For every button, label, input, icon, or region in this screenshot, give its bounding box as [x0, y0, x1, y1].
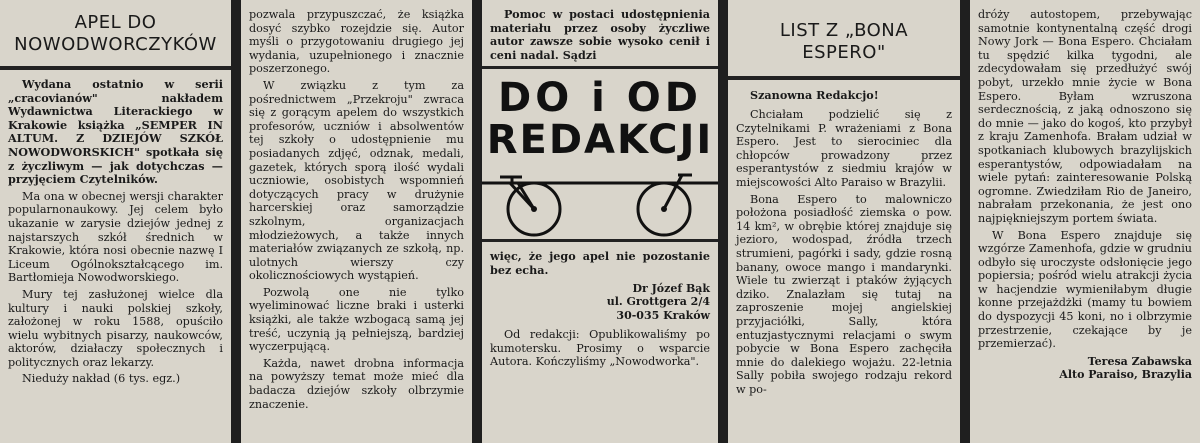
column-apel-continued — [241, 0, 472, 443]
paragraph: więc, że jego apel nie pozostanie bez echa. — [490, 249, 710, 277]
section-banner — [482, 66, 718, 242]
paragraph: Nieduży nakład (6 tys. egz.) — [22, 372, 181, 386]
paragraph: Od redakcji: Opublikowaliśmy po kumotersku. Prosimy o wsparcie Autora. Kończyliśmy „Nowodworka". — [490, 328, 710, 369]
column-list-z-bona-espero — [728, 0, 960, 443]
paragraph: dróży autostopem, przebywając samotnie kontynentalną część drogi Nowy Jork — Bona Espero. Chciałam tu spędzić kilka tygodni, ale zdecydowałam się przedłużyć swój pobyt, urzekło mnie życie w Bona Espero. Byłam wzruszona serdecznością, z jaką odnoszono się do mnie — jako do kogoś, kto przybył z kraju Zamenhofa. Brałam udział w spotkaniach klubowych brazylijskich esperantystów, odpowiadałam na wiele pytań: zainteresowanie Polską ogromne. Zwiedziłam Rio de Janeiro, nabrałam przekonania, że jest ono najpiękniejszym portem świata. — [978, 8, 1192, 225]
column-do-i-od-redakcji — [482, 0, 718, 443]
banner-title-line2: REDAKCJI — [486, 117, 714, 164]
signature-place: Alto Paraiso, Brazylia — [1059, 368, 1192, 382]
paragraph: pozwala przypuszczać, że książka dosyć szybko rozejdzie się. Autor myśli o przygotowaniu drugiego jej wydania, uzupełnionego i znacznie poszerzonego. — [249, 8, 464, 76]
column-list-continued — [970, 0, 1200, 443]
paragraph: Wydana ostatnio w serii „cracovianów" nakładem Wydawnictwa Literackiego w Krakowie książka „SEMPER IN ALTUM. Z DZIEJÓW SZKÓŁ NOWODWORSKICH" spotkała się z życzliwym — jak dotychczas — przyjęciem Czytelników. — [8, 77, 223, 187]
letter-greeting: Szanowna Redakcjo! — [750, 88, 879, 102]
paragraph: W Bona Espero znajduje się wzgórze Zamenhofa, gdzie w grudniu odbyło się uroczyste odsłonięcie jego popiersia; pośród wielu atrakcji życia w hacjendzie wymieniłabym długie konne przejażdżki (mamy tu bowiem do dyspozycji 45 koni, no i olbrzymie przestrzenie, czekające by je przemierzać). — [978, 228, 1192, 351]
title-rule — [0, 66, 231, 70]
bicycle-illustration — [482, 155, 718, 239]
column-apel — [0, 0, 231, 443]
signature-name: Dr Józef Bąk — [632, 281, 710, 295]
signature-street: ul. Grottgera 2/4 — [606, 295, 710, 309]
paragraph: Mury tej zasłużonej wielce dla kultury i nauki polskiej szkoły, założonej w roku 1588, opuściło wielu wybitnych pisarzy, naukowców, aktorów, działaczy społecznych i politycznych oraz lekarzy. — [8, 287, 223, 369]
paragraph: Ma ona w obecnej wersji charakter popularnonaukowy. Jej celem było ukazanie w zarysie dziejów jednej z najstarszych szkół średnich w Krakowie, która nosi obecnie nazwę I Liceum Ogólnokształcącego im. Bartłomieja Nowodworskiego. — [8, 189, 223, 285]
signature-block — [978, 355, 1192, 382]
signature-name: Teresa Zabawska — [1087, 354, 1192, 368]
article-title-list: LIST Z „BONA ESPERO" — [779, 20, 909, 63]
paragraph: Bona Espero to malowniczo położona posiadłość ziemska o pow. 14 km², w obrębie której znajduje się jezioro, wodospad, źródła trzech strumieni, pagórki i sady, gdzie rosną banany, owoce mango i mandarynki. Wiele tu zwierząt i ptaków żyjących dziko. Znalazłam się tutaj na zaproszenie mojej angielskiej przyjaciółki, Sally, która entuzjastycznymi relacjami o swym pobycie w Bona Espero zachęciła mnie do dalekiego wojażu. 22-letnia Sally pobiła swojego rodzaju rekord w po- — [736, 192, 952, 396]
paragraph: W związku z tym za pośrednictwem „Przekroju" zwraca się z gorącym apelem do wszystkich profesorów, uczniów i absolwentów tej szkoły o udostępnienie mu posiadanych zdjęć, odznak, medali, gazetek, których sporą ilość wydali uczniowie, osobistych wspomnień dotyczących pracy w drużynie harcerskiej oraz samorządzie szkolnym, organizacjach młodzieżowych, a także innych materiałów związanych ze szkołą, np. ulotnych wierszy czy okolicznościowych wystąpień. — [249, 78, 464, 283]
paragraph: Pozwolą one nie tylko wyeliminować liczne braki i usterki książki, ale także wzbogacą samą jej treść, uczynią ją pełniejszą, bardziej wyczerpującą. — [249, 285, 464, 354]
paragraph: Chciałam podzielić się z Czytelnikami P. wrażeniami z Bona Espero. Jest to sierociniec dla chłopców prowadzony przez esperantystów z siedmiu krajów w miejscowości Alto Paraiso w Brazylii. — [736, 108, 952, 189]
paragraph: Każda, nawet drobna informacja na powyższy temat może mieć dla badacza dziejów szkoły olbrzymie znaczenie. — [249, 356, 464, 411]
banner-title-line1: DO i OD — [498, 75, 702, 122]
signature-block — [490, 282, 710, 323]
article-title-apel: APEL DO NOWODWORCZYKÓW — [14, 12, 217, 55]
title-rule — [728, 76, 960, 80]
signature-city: 30-035 Kraków — [616, 308, 710, 322]
paragraph: Pomoc w postaci udostępnienia materiału przez osoby życzliwe autor zawsze sobie wysoko cenił i ceni nadal. Sądzi — [490, 7, 710, 62]
